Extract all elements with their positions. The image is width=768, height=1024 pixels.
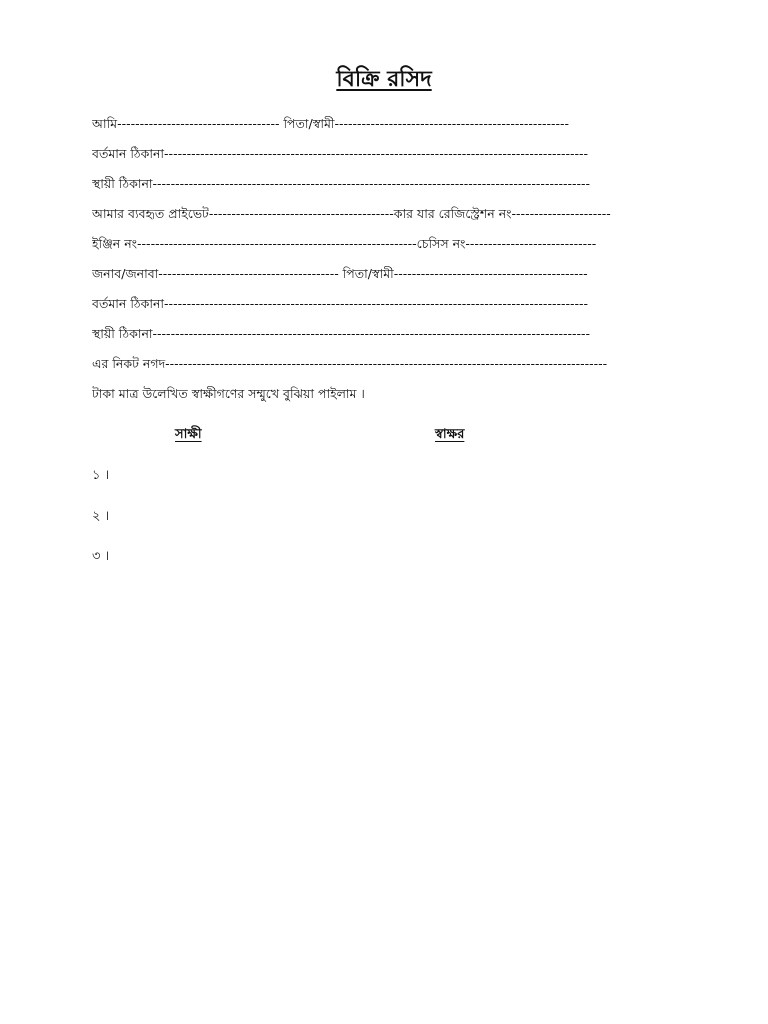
witness-number-3: ৩ । (92, 549, 110, 564)
row-seller-current-address: বর্তমান ঠিকানা---------------------------------------------------------------------------------------------- (92, 296, 589, 311)
row-seller-name: জনাব/জনাবা---------------------------------------- পিতা/স্বামী------------------------------------------- (92, 266, 588, 281)
row-received-statement: টাকা মাত্র উলেখিত স্বাক্ষীগণের সম্মুখে বুঝিয়া পাইলাম । (92, 386, 365, 401)
row-seller-permanent-address: স্থায়ী ঠিকানা------------------------------------------------------------------------------------------------- (92, 326, 591, 341)
row-current-address: বর্তমান ঠিকানা---------------------------------------------------------------------------------------------- (92, 146, 589, 161)
witness-number-1: ১ । (92, 468, 110, 483)
row-permanent-address: স্থায়ী ঠিকানা------------------------------------------------------------------------------------------------- (92, 176, 591, 191)
row-car-registration: আমার ব্যবহৃত প্রাইভেট-----------------------------------------কার যার রেজিস্ট্রেশন নং---------------------- (92, 206, 611, 221)
document-title (0, 62, 768, 99)
row-cash-amount: এর নিকট নগদ-------------------------------------------------------------------------------------------------- (92, 356, 608, 371)
row-engine-chassis: ইঞ্জিন নং--------------------------------------------------------------চেসিস নং----------------------------- (92, 236, 597, 251)
witness-heading: সাক্ষী (175, 427, 202, 442)
witness-number-2: ২ । (92, 509, 110, 524)
signature-heading: স্বাক্ষর (435, 427, 465, 442)
row-buyer-name: আমি------------------------------------ পিতা/স্বামী---------------------------------------------------- (92, 116, 570, 131)
document-title-text: বিক্রি রসিদ (336, 67, 432, 92)
